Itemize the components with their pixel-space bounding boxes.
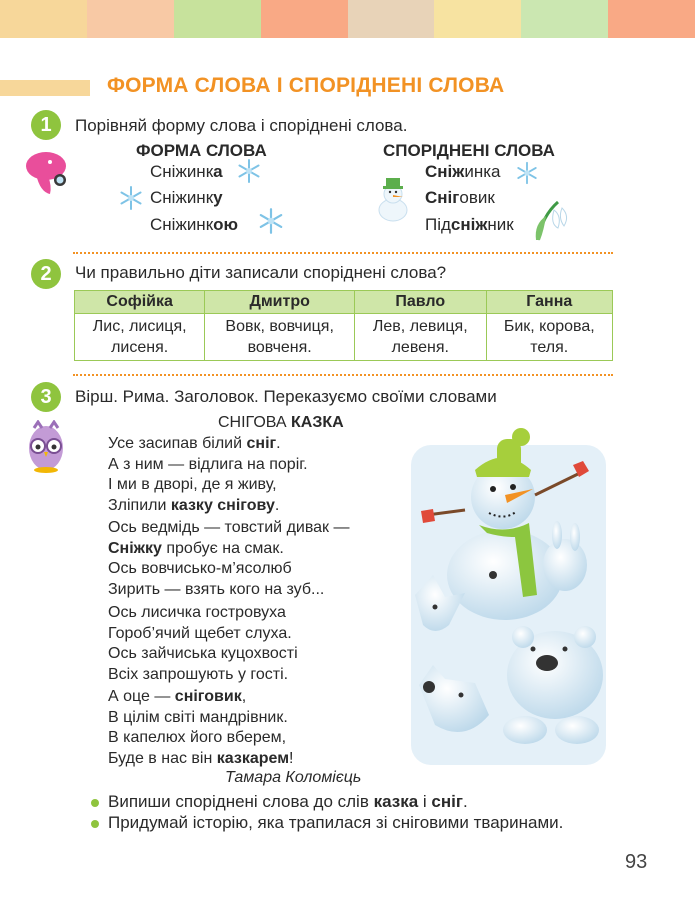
word-form: Сніжинку (150, 188, 223, 207)
table-header: Дмитро (205, 291, 355, 314)
table-header: Софійка (75, 291, 205, 314)
table-cell: Вовк, вовчиця, вовченя. (205, 314, 355, 361)
color-segment (608, 0, 695, 38)
poem-line: А з ним — відлига на поріг. (108, 455, 308, 473)
related-heading: СПОРІДНЕНІ СЛОВА (383, 141, 555, 160)
snowdrop-icon (532, 196, 572, 242)
top-color-bar (0, 0, 695, 38)
poem-line: Усе засипав білий сніг. (108, 435, 281, 452)
snowflake-icon (118, 185, 144, 211)
poem-stanza-4 (108, 687, 293, 769)
bullet-dot (91, 820, 99, 828)
poem-line: Зліпили казку снігову. (108, 496, 280, 514)
page-title: ФОРМА СЛОВА І СПОРІДНЕНІ СЛОВА (107, 74, 505, 97)
task-1-text: Порівняй форму слова і споріднені слова. (75, 116, 408, 135)
color-segment (521, 0, 608, 38)
poem-line: Буде в нас він казкарем! (108, 749, 294, 767)
poem-stanza-1 (108, 434, 308, 516)
poem-line: Ось ведмідь — товстий дивак — (108, 519, 350, 536)
table-cell: Лис, лисиця, лисеня. (75, 314, 205, 361)
task-number-2: 2 (31, 259, 61, 289)
word-form: Сніжинка (150, 162, 223, 181)
color-segment (174, 0, 261, 38)
poem-line: Гороб’ячий щебет слуха. (108, 624, 292, 642)
poem-title: СНІГОВА КАЗКА (218, 414, 344, 431)
pink-character-icon (22, 146, 72, 198)
poem-line: В капелюх його вберем, (108, 729, 287, 746)
related-word: Сніговик (425, 188, 495, 207)
poem-line: В цілім світі мандрівник. (108, 708, 288, 726)
forms-heading: ФОРМА СЛОВА (136, 141, 267, 160)
snowflake-icon (236, 158, 262, 184)
task-3-text: Вірш. Рима. Заголовок. Переказуємо своїми словами (75, 387, 497, 406)
table-header: Ганна (486, 291, 612, 314)
bullet-task-1: Випиши споріднені слова до слів казка і сніг. (108, 792, 468, 811)
word-form: Сніжинкою (150, 215, 239, 234)
snowflake-icon (515, 161, 539, 185)
color-segment (348, 0, 435, 38)
table-cell: Бик, корова, теля. (486, 314, 612, 361)
poem-line: Ось лисичка гостровуха (108, 604, 286, 621)
related-word: Сніжинка (425, 162, 501, 181)
bullet-task-2: Придумай історію, яка трапилася зі сніговими тваринами. (108, 813, 564, 832)
poem-line: І ми в дворі, де я живу, (108, 476, 277, 493)
poem-line: Ось вовчисько-м’ясолюб (108, 560, 292, 577)
color-segment (261, 0, 348, 38)
snowflake-icon (257, 207, 285, 235)
table-header-row (75, 291, 613, 314)
poem-author: Тамара Коломієць (225, 769, 362, 786)
poem-line: Ось зайчиська куцохвості (108, 645, 298, 662)
table-header: Павло (355, 291, 487, 314)
poem-line: Сніжку пробує на смак. (108, 539, 284, 557)
table-row (75, 314, 613, 361)
table-cell: Лев, левиця, левеня. (355, 314, 487, 361)
owl-character-icon (24, 420, 70, 474)
color-segment (0, 0, 87, 38)
poem-stanza-2 (108, 518, 350, 600)
divider (73, 252, 613, 254)
page-number: 93 (625, 851, 648, 873)
poem-line: А оце — сніговик, (108, 688, 247, 705)
related-word: Підсніжник (425, 215, 514, 234)
color-segment (434, 0, 521, 38)
task-2-text: Чи правильно діти записали споріднені слова? (75, 263, 447, 282)
task-number-3: 3 (31, 382, 61, 412)
bullet-dot (91, 799, 99, 807)
poem-stanza-3 (108, 603, 298, 685)
poem-line: Всіх запрошують у гості. (108, 665, 289, 683)
title-strip (0, 80, 90, 96)
poem-line: Зирить — взять кого на зуб... (108, 580, 325, 598)
snowman-icon (373, 176, 413, 222)
snow-sculptures-illustration (405, 425, 610, 770)
task-number-1: 1 (31, 110, 61, 140)
color-segment (87, 0, 174, 38)
divider (73, 374, 613, 376)
children-table (74, 290, 613, 361)
